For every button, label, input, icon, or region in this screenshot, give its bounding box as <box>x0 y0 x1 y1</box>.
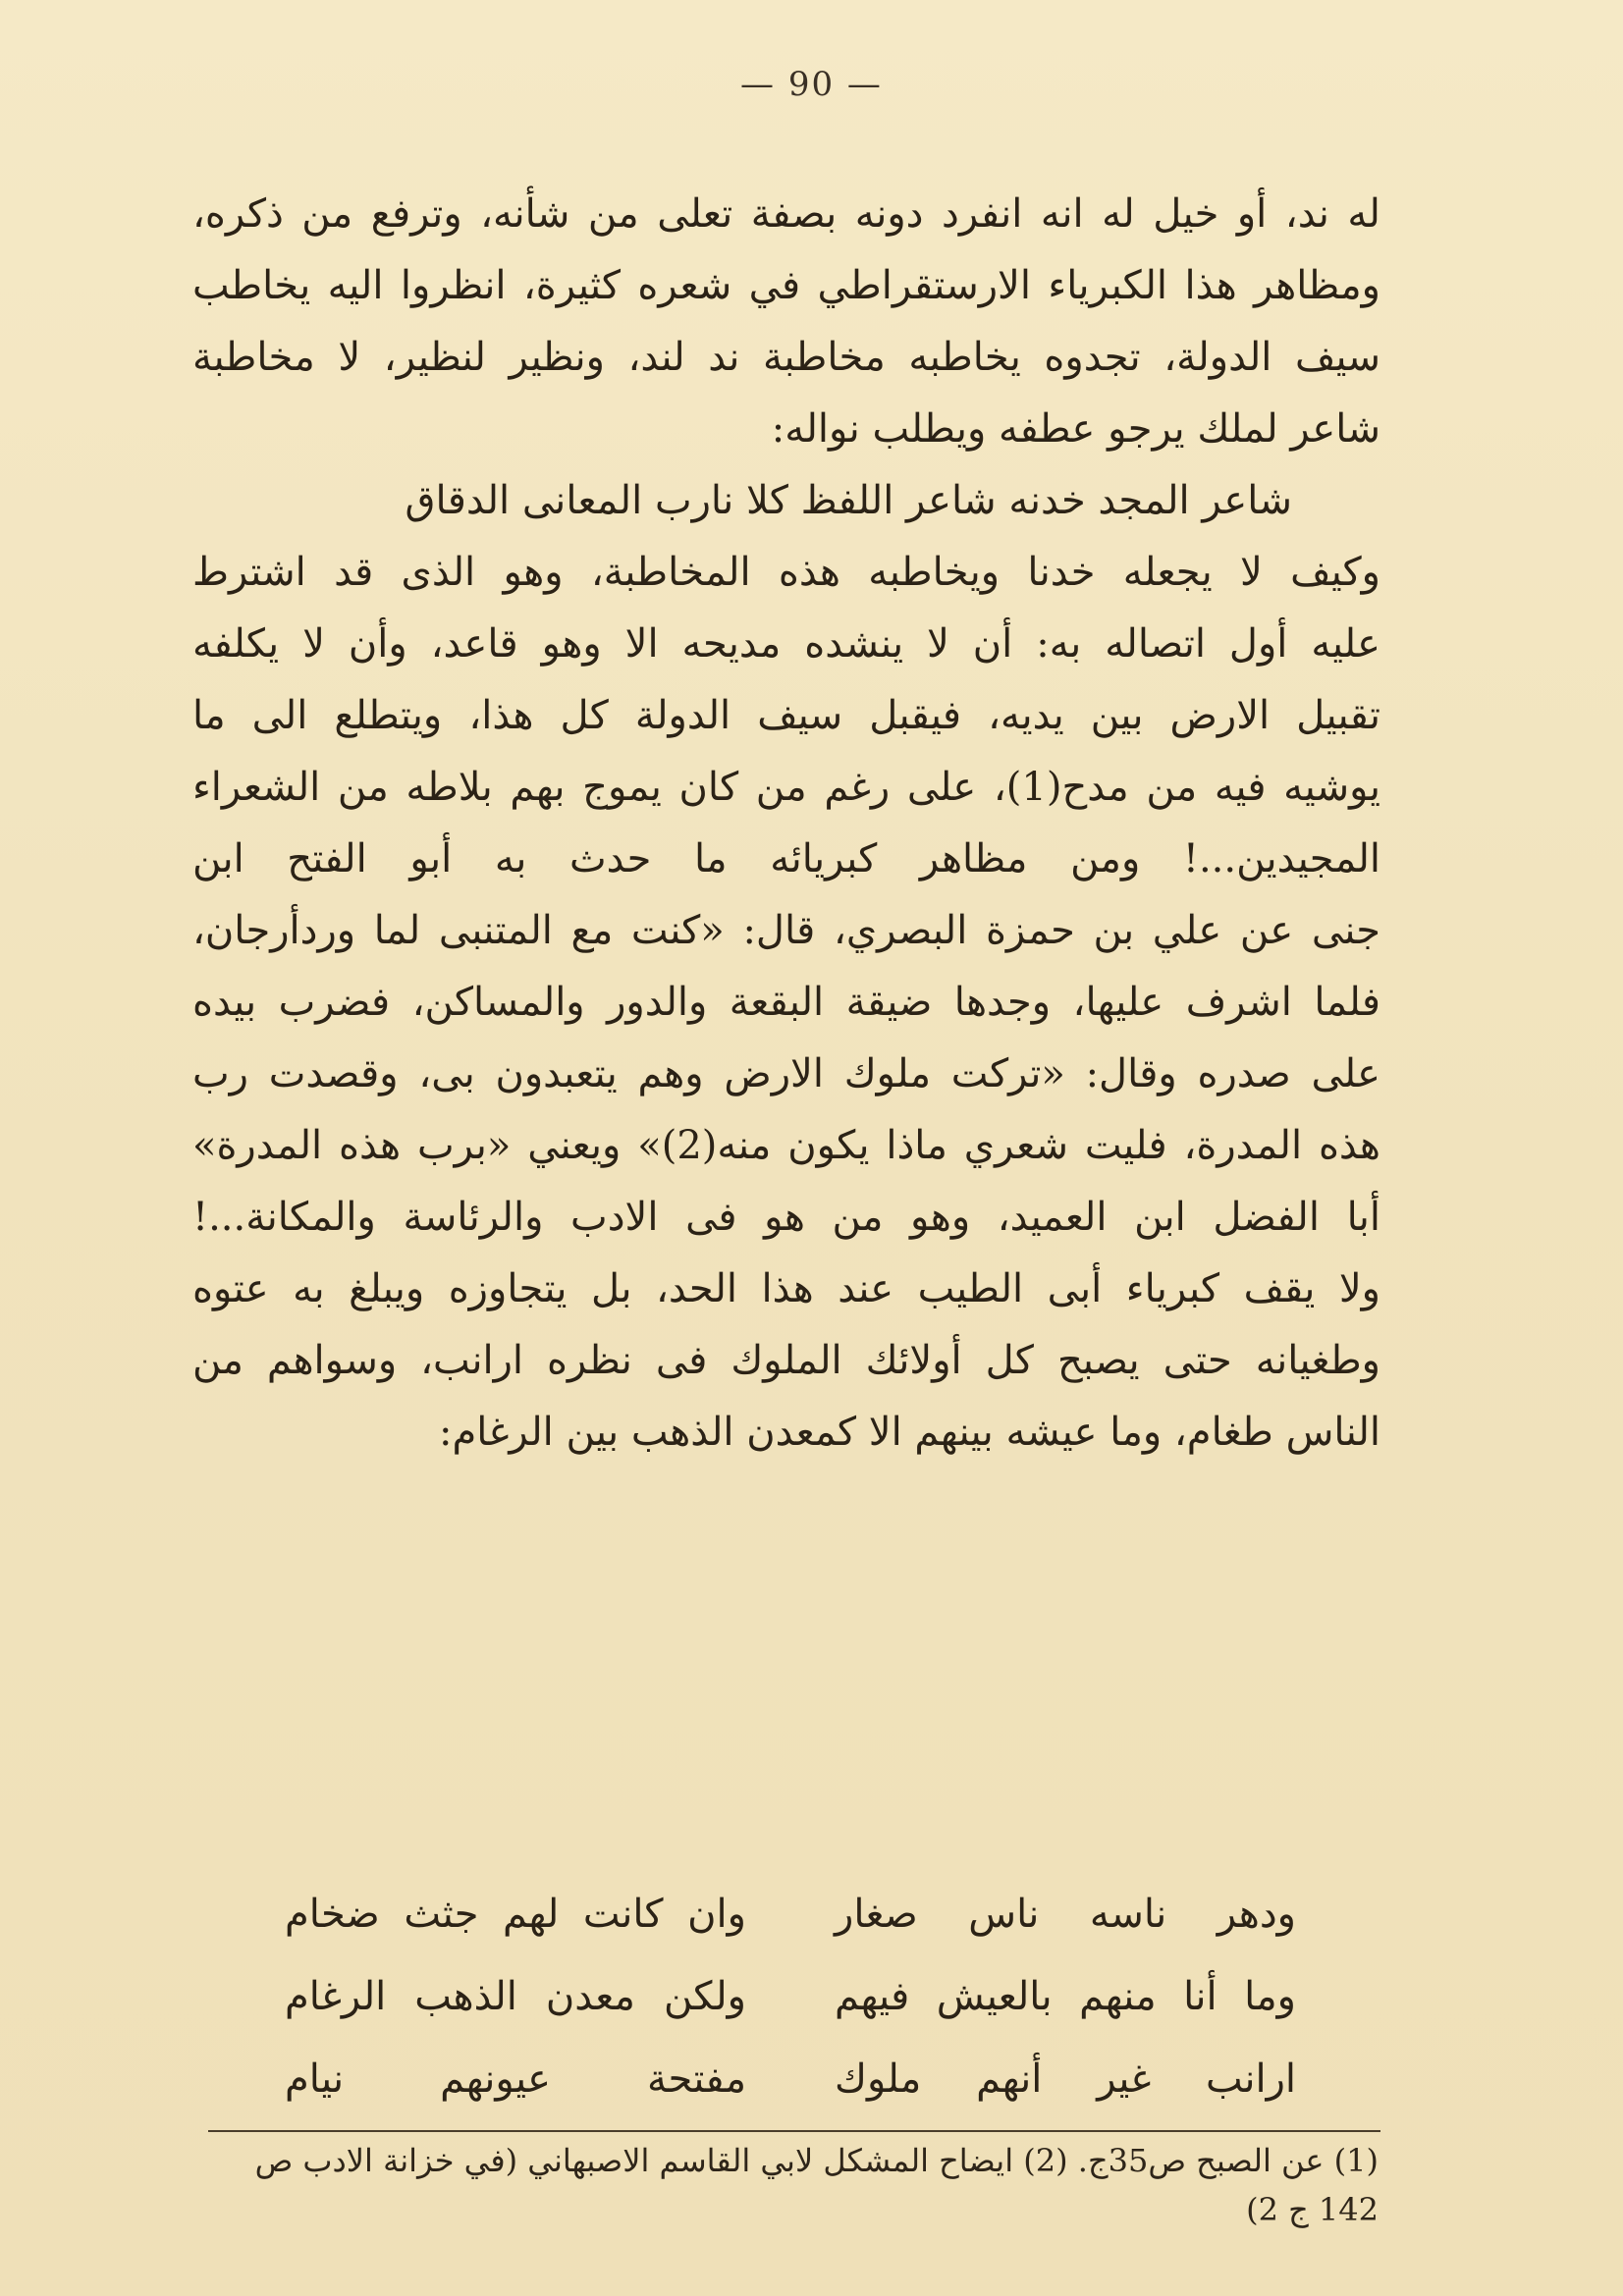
text-line: تقبيل الارض بين يديه، فيقبل سيف الدولة كل هذا، ويتطلع الى ما <box>192 693 1380 738</box>
text-line: جنى عن علي بن حمزة البصري، قال: «كنت مع المتنبى لما وردأرجان، <box>192 908 1380 953</box>
text-line: فلما اشرف عليها، وجدها ضيقة البقعة والدور والمساكن، فضرب بيده <box>192 980 1380 1025</box>
hemistich-second: ولكن معدن الذهب الرغام <box>285 1974 746 2019</box>
quoted-verse: شاعر المجد خدنه شاعر اللفظ كلا نارب المعانى الدقاق <box>405 478 1292 523</box>
footnotes <box>204 2136 1379 2234</box>
hemistich-second: مفتحة عيونهم نيام <box>285 2056 746 2102</box>
text-line: المجيدين...! ومن مظاهر كبريائه ما حدث به أبو الفتح ابن <box>192 836 1380 881</box>
hemistich-first: وما أنا منهم بالعيش فيهم <box>835 1974 1296 2019</box>
footnote-line: (1) عن الصبح ص35ج. (2) ايضاح المشكل لابي القاسم الاصبهاني (في خزانة الادب ص <box>254 2142 1379 2179</box>
text-line: ومظاهر هذا الكبرياء الارستقراطي في شعره كثيرة، انظروا اليه يخاطب <box>192 263 1380 308</box>
hemistich-first: ارانب غير أنهم ملوك <box>835 2056 1296 2102</box>
text-line: شاعر لملك يرجو عطفه ويطلب نواله: <box>771 406 1380 452</box>
text-line: الناس طغام، وما عيشه بينهم الا كمعدن الذهب بين الرغام: <box>439 1410 1380 1455</box>
text-line: هذه المدرة، فليت شعري ماذا يكون منه(2)» ويعني «برب هذه المدرة» <box>192 1123 1380 1168</box>
text-line: وطغيانه حتى يصبح كل أولائك الملوك فى نظره ارانب، وسواهم من <box>192 1338 1380 1383</box>
text-line: وكيف لا يجعله خدنا ويخاطبه هذه المخاطبة، وهو الذى قد اشترط <box>192 550 1380 595</box>
text-line: يوشيه فيه من مدح(1)، على رغم من كان يموج بهم بلاطه من الشعراء <box>192 765 1380 810</box>
body-text <box>192 179 1380 1468</box>
poem <box>285 1873 1296 2120</box>
poem-verse <box>285 2038 1296 2120</box>
hemistich-second: وان كانت لهم جثث ضخام <box>285 1892 746 1937</box>
page-number: — 90 — <box>740 65 883 104</box>
text-line: على صدره وقال: «تركت ملوك الارض وهم يتعبدون بى، وقصدت رب <box>192 1051 1380 1096</box>
text-line: ولا يقف كبرياء أبى الطيب عند هذا الحد، بل يتجاوزه ويبلغ به عتوه <box>192 1266 1380 1311</box>
text-line: عليه أول اتصاله به: أن لا ينشده مديحه الا وهو قاعد، وأن لا يكلفه <box>192 621 1380 667</box>
hemistich-first: ودهر ناسه ناس صغار <box>835 1892 1296 1937</box>
footnote-line: 142 ج 2) <box>1246 2191 1379 2228</box>
poem-verse <box>285 1873 1296 1955</box>
text-line: أبا الفضل ابن العميد، وهو من هو فى الادب والرئاسة والمكانة...! <box>192 1195 1380 1240</box>
text-line: سيف الدولة، تجدوه يخاطبه مخاطبة ند لند، ونظير لنظير، لا مخاطبة <box>192 335 1380 380</box>
footnote-divider <box>208 2130 1380 2132</box>
poem-verse <box>285 1955 1296 2038</box>
text-line: له ند، أو خيل له انه انفرد دونه بصفة تعلى من شأنه، وترفع من ذكره، <box>192 191 1380 237</box>
